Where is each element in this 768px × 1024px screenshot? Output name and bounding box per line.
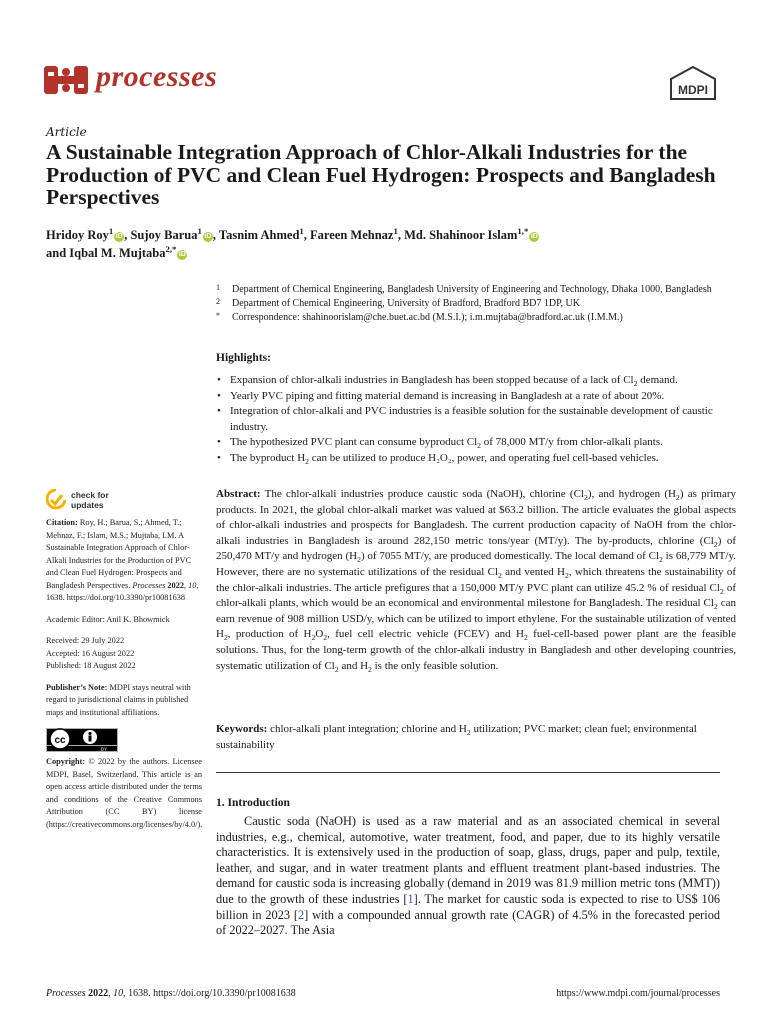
article-title: A Sustainable Integration Approach of Chlor-Alkali Industries for the Production of PVC and Clean Fuel Hydrogen: Prospects and Bangladesh Perspectives (46, 140, 716, 209)
mdpi-logo-text: MDPI (678, 83, 708, 97)
citation-label: Citation: (46, 518, 78, 527)
check-updates-line2: updates (71, 499, 104, 510)
footer-journal-url[interactable]: https://www.mdpi.com/journal/processes (556, 988, 720, 999)
highlight-item: • Yearly PVC piping and fitting material demand is increasing in Bangladesh at a rate of about 20%. (216, 389, 736, 405)
accepted-date: Accepted: 16 August 2022 (46, 648, 135, 658)
author-list: Hridoy Roy$^1$iD , Sujoy Barua$^1$iD , Tasnim Ahmed$^1$, Fareen Mehnaz$^1$, Md. Shahinoor Islam$^{1,*}$iD and Iqbal M. Mujtaba$^{2,*}$iD (46, 225, 538, 260)
svg-text:cc: cc (54, 735, 66, 746)
section-divider (216, 772, 720, 773)
abstract-text: The chlor-alkali industries produce caustic soda (NaOH), chlorine $(Cl_2)$, and hydrogen $(H_2)$ as primary products. In 2021, the global chlor-alkali market was valued at $63.2 billion. The article evaluates the global aspects of chlor-alkali industries and prospects for Bangladesh. The current production capacity of NaOH from the chlor-alkali industries in Bangladesh is around 282,150 metric tons/year (MT/y). The by-products, chlorine $(Cl_2)$ of 250,470 MT/y and hydrogen $(H_2)$ of 7055 MT/y, are produced domestically. The local demand of $Cl_2$ is 68,779 MT/y. However, there are no systematic utilizations of the residual $Cl_2$ and vented $H_2$, which threatens the sustainability of the chlor-alkali industries. The article prefigures that a 150,000 MT/y PVC plant can utilize 45.2 % of residual $Cl_2$ of chlor-alkali plants, which would be an economical and environmental milestone for Bangladesh. The residual $Cl_2$ can earn revenue of 908 million USD/y, which can be utilized to import ethylene. For the sustainable utilization of vented $H_2$, production of $H_2O_2$, fuel cell electric vehicle (FCEV) and $H_2$ fuel-cell-based power plant are the feasible solutions. Thus, for the long-term growth of the chlor-alkali industry in Bangladesh and other developing countries, systematic utilization of $Cl_2$ and $H_2$ is the only feasible solution. (216, 488, 736, 674)
keywords-label: Keywords: (216, 723, 268, 735)
highlights-heading: Highlights: (216, 352, 271, 364)
orcid-icon[interactable]: iD (178, 251, 186, 258)
check-for-updates-button[interactable] (46, 489, 156, 515)
publisher-note-text: MDPI stays neutral with regard to jurisdictional claims in published maps and institutional affiliations. (46, 682, 191, 717)
dates-block (46, 635, 202, 673)
citation-doi[interactable]: , 1638. https://doi.org/10.3390/pr10081638 (46, 580, 199, 602)
copyright-label: Copyright: (46, 757, 86, 766)
introduction-heading: 1. Introduction (216, 797, 290, 809)
citation-journal: Processes (132, 580, 166, 590)
citation-text: Roy, H.; Barua, S.; Ahmed, T.; Mehnaz, F.; Islam, M.S.; Mujtaba, I.M. A Sustainable Integration Approach of Chlor-Alkali Industries for the Production of PVC and Clean Fuel Hydrogen: Prospects and Bangladesh Perspectives. (46, 518, 192, 590)
article-type: Article (46, 125, 87, 139)
author-name[interactable]: Iqbal M. Mujtaba (69, 246, 166, 260)
highlight-item: • The byproduct $H_2$ can be utilized to produce H₂O₂, power, and operating fuel cell-based vehicles. (216, 451, 736, 467)
affiliation-mark: 1 (216, 283, 220, 292)
abstract (216, 487, 736, 674)
footer-year: 2022 (88, 988, 109, 999)
author-name[interactable]: Tasnim Ahmed (218, 228, 300, 242)
intro-text-b: ]. The market for caustic soda is expected to rise to US$ 106 billion in 2023 [ (216, 891, 720, 922)
footer-journal: Processes (46, 988, 86, 999)
publisher-note-label: Publisher’s Note: (46, 682, 108, 692)
affiliation-text: Correspondence: shahinoorislam@che.buet.ac.bd (M.S.I.); i.m.mujtaba@bradford.ac.uk (I.M.M.) (232, 312, 623, 323)
author[interactable] (404, 225, 539, 242)
journal-name: processes (96, 60, 218, 93)
author-name[interactable]: Sujoy Barua (130, 228, 198, 242)
author[interactable] (69, 243, 187, 260)
publisher-note (46, 682, 202, 720)
intro-text-a: Caustic soda (NaOH) is used as a raw material and as an associated chemical in several industries, e.g., chemical, automotive, water treatment, food, and paper, due to its highly versatile characteristics. It is extensively used in the production of soap, glass, drugs, paper and pulp, textile, leather, and sugar, and in water treatment plants and effluent treatment plant-based industries. The demand for caustic soda is increasing globally (demand in 2019 was 81.9 million metric tons (MMT)) due to the growth of these industries [ (216, 814, 720, 906)
highlight-item: • The hypothesized PVC plant can consume byproduct $Cl_2$ of 78,000 MT/y from chlor-alkali plants. (216, 435, 736, 451)
author-name[interactable]: Hridoy Roy (46, 228, 109, 242)
orcid-icon[interactable]: iD (204, 233, 212, 240)
abstract-label: Abstract: (216, 488, 261, 500)
journal-logo-icon (44, 62, 88, 98)
sidebar (46, 517, 202, 840)
author-affiliation-mark: 1 (393, 225, 398, 236)
author[interactable] (46, 225, 124, 242)
highlight-item: • Expansion of chlor-alkali industries in Bangladesh has been stopped because of a lack of $Cl_2$ demand. (216, 373, 736, 389)
affiliation-text: Department of Chemical Engineering, University of Bradford, Bradford BD7 1DP, UK (232, 298, 580, 309)
affiliations (216, 283, 736, 325)
affiliation-mark: 2 (216, 297, 220, 306)
affiliation-mark: * (216, 311, 220, 320)
author[interactable] (130, 225, 212, 242)
published-date: Published: 18 August 2022 (46, 661, 136, 670)
author[interactable] (310, 225, 398, 242)
author-affiliation-mark: 1 (197, 225, 202, 236)
footer-volume: 10 (113, 988, 124, 999)
cc-by-license-icon[interactable] (46, 728, 118, 752)
footer-citation: Processes 2022, 10, 1638. https://doi.org/10.3390/pr10081638 (46, 988, 296, 999)
orcid-icon[interactable]: iD (115, 233, 123, 240)
keywords (216, 722, 736, 753)
affiliation (216, 297, 736, 310)
check-updates-line1: check for (71, 490, 109, 500)
introduction-text (216, 814, 720, 939)
affiliation-text: Department of Chemical Engineering, Bangladesh University of Engineering and Technology, Dhaka 1000, Bangladesh (232, 284, 712, 295)
citation-block: Citation: Roy, H.; Barua, S.; Ahmed, T.; Mehnaz, F.; Islam, M.S.; Mujtaba, I.M. A Sustainable Integration Approach of Chlor-Alkali Industries for the Production of PVC and Clean Fuel Hydrogen: Prospects and Bangladesh Perspectives. Processes 2022, 10, 1638. https://doi.org/10.3390/pr10081638 (46, 518, 199, 602)
author-affiliation-mark: 1 (108, 225, 114, 236)
mdpi-logo-icon[interactable] (668, 66, 718, 100)
footer-doi-link[interactable]: , 1638. https://doi.org/10.3390/pr10081638 (123, 988, 296, 999)
affiliation (216, 311, 736, 324)
author-name[interactable]: Fareen Mehnaz (310, 228, 394, 242)
academic-editor: Academic Editor: Anil K. Bhowmick (46, 614, 170, 624)
author-affiliation-mark: 1 (299, 225, 304, 236)
affiliation (216, 283, 736, 296)
check-updates-icon (46, 489, 66, 511)
reference-link-1[interactable]: 1 (407, 891, 414, 906)
citation-volume: 10 (188, 580, 197, 590)
received-date: Received: 29 July 2022 (46, 636, 125, 645)
author-affiliation-mark: 2,* (165, 243, 177, 254)
copyright-block (46, 756, 202, 831)
orcid-icon[interactable]: iD (530, 233, 538, 240)
intro-text-c: ] with a compounded annual growth rate (CAGR) of 4.5% in the forecasted period of 2022–2027. The Asia (216, 907, 720, 938)
author[interactable] (218, 225, 304, 242)
keywords-text: chlor-alkali plant integration; chlorine and $H_2$ utilization; PVC market; clean fuel; environmental sustainability (216, 723, 697, 751)
author-name[interactable]: Md. Shahinoor Islam (404, 228, 518, 242)
highlights-list (216, 373, 736, 467)
citation-year: 2022 (167, 580, 184, 590)
copyright-text: © 2022 by the authors. Licensee MDPI, Basel, Switzerland. This article is an open access article distributed under the terms and conditions of the Creative Commons Attribution (CC BY) license (https://creativecommons.org/licenses/by/4.0/). (46, 757, 203, 829)
author-affiliation-mark: 1,* (517, 225, 529, 236)
highlight-item: • Integration of chlor-alkali and PVC industries is a feasible solution for the sustainable development of caustic industry. (216, 404, 736, 435)
reference-link-2[interactable]: 2 (297, 907, 305, 922)
svg-text:BY: BY (100, 746, 108, 752)
